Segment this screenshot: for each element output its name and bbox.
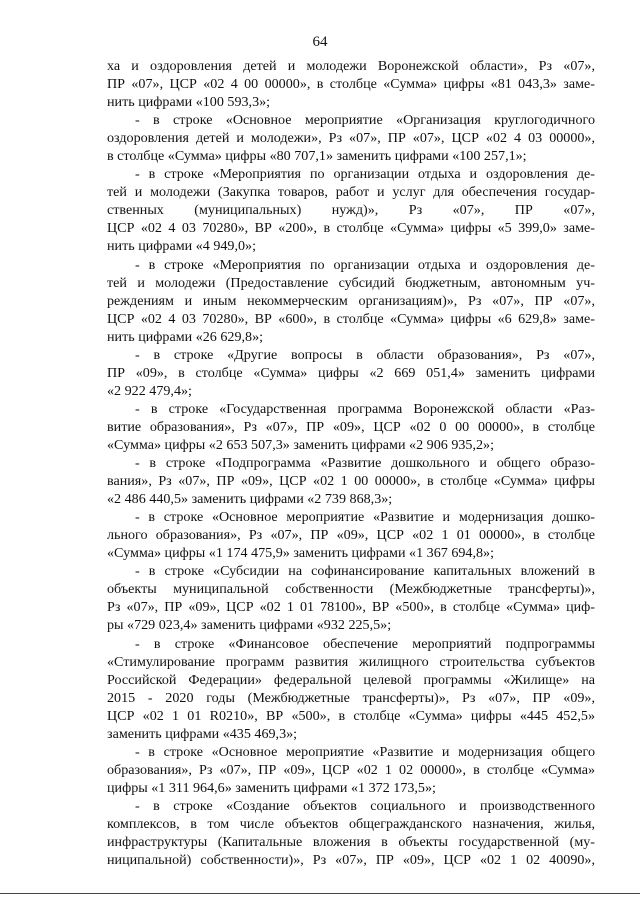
text-line: «2 486 440,5» заменить цифрами «2 739 868,3»; [107,491,393,508]
text-line: - в строке «Другие вопросы в области образования», Рз «07», [135,346,595,363]
amendment-paragraph [107,57,595,111]
amendment-paragraph [107,508,595,562]
text-line: - в строке «Основное мероприятие «Развитие и модернизация общего [135,743,595,760]
text-line: «Сумма» цифры «2 653 507,3» заменить цифрами «2 906 935,2»; [107,436,494,453]
text-line: - в строке «Мероприятия по организации отдыха и оздоровления де- [135,166,595,183]
text-line: льного образования», Рз «07», ПР «09», ЦСР «02 1 01 00000», в столбце [107,527,595,544]
text-line: - в строке «Государственная программа Воронежской области «Раз- [135,400,595,417]
text-line: ственных (муниципальных) нужд)», Рз «07», ПР «07», [107,202,595,219]
text-line: - в строке «Мероприятия по организации отдыха и оздоровления де- [135,256,595,273]
footer-divider [0,893,640,894]
text-line: Российской Федерации» федеральной целевой программы «Жилище» на [107,671,595,688]
amendment-paragraph [107,454,595,508]
text-line: вания», Рз «07», ПР «09», ЦСР «02 1 00 00000», в столбце «Сумма» цифры [107,473,595,490]
text-line: нить цифрами «100 593,3»; [107,94,271,111]
amendment-paragraph [107,256,595,346]
text-line: заменить цифрами «435 469,3»; [107,725,298,742]
text-line: ПР «09», в столбце «Сумма» цифры «2 669 051,4» заменить цифрами [107,364,595,381]
text-line: ры «729 023,4» заменить цифрами «932 225,5»; [107,617,392,634]
text-line: «Стимулирование программ развития жилищного строительства субъектов [107,653,595,670]
text-line: ниципальной) собственности)», Рз «07», ПР «09», ЦСР «02 1 02 40090», [107,852,595,869]
text-line: ха и оздоровления детей и молодежи Воронежской области», Рз «07», [107,58,595,74]
amendment-paragraph [107,165,595,255]
text-line: комплексов, в том числе объектов общегражданского назначения, жилья, [107,815,595,832]
text-line: инфраструктуры (Капитальные вложения в объекты государственной (му- [107,834,595,851]
text-line: образования», Рз «07», ПР «09», ЦСР «02 1 02 00000», в столбце «Сумма» [107,761,595,778]
text-line: «Сумма» цифры «1 174 475,9» заменить цифрами «1 367 694,8»; [107,545,494,562]
text-line: - в строке «Основное мероприятие «Организация круглогодичного [135,112,595,129]
text-line: - в строке «Субсидии на софинансирование капитальных вложений в [135,563,595,580]
text-line: тей и молодежи (Закупка товаров, работ и услуг для обеспечения государ- [107,184,595,201]
text-line: витие образования», Рз «07», ПР «09», ЦСР «02 0 00 00000», в столбце [107,418,595,435]
text-line: нить цифрами «4 949,0»; [107,238,256,255]
text-line: ПР «07», ЦСР «02 4 00 00000», в столбце «Сумма» цифры «81 043,3» заме- [107,76,595,93]
text-line: цифры «1 311 964,6» заменить цифрами «1 372 173,5»; [107,779,436,796]
text-line: - в строке «Подпрограмма «Развитие дошкольного и общего образо- [135,455,595,472]
amendment-paragraph [107,743,595,797]
text-line: ЦСР «02 4 03 70280», ВР «200», в столбце «Сумма» цифры «5 399,0» заме- [107,220,595,237]
text-line: оздоровления детей и молодежи», Рз «07», ПР «07», ЦСР «02 4 03 00000», [107,130,595,147]
document-body [107,57,595,869]
text-line: ЦСР «02 1 01 R0210», ВР «500», в столбце «Сумма» цифры «445 452,5» [107,707,595,724]
text-line: нить цифрами «26 629,8»; [107,328,264,345]
amendment-paragraph [107,346,595,400]
amendment-paragraph [107,635,595,743]
text-line: - в строке «Финансовое обеспечение мероприятий подпрограммы [135,635,595,652]
text-line: - в строке «Основное мероприятие «Развитие и модернизация дошко- [135,509,595,526]
amendment-paragraph [107,797,595,869]
text-line: Рз «07», ПР «09», ЦСР «02 1 01 78100», ВР «500», в столбце «Сумма» циф- [107,599,595,616]
amendment-paragraph [107,400,595,454]
amendment-paragraph [107,111,595,165]
text-line: в столбце «Сумма» цифры «80 707,1» заменить цифрами «100 257,1»; [107,148,527,165]
text-line: 2015 - 2020 годы (Межбюджетные трансферты)», Рз «07», ПР «09», [107,689,595,706]
page-number: 64 [312,34,328,50]
text-line: «2 922 479,4»; [107,382,192,399]
text-line: объекты муниципальной собственности (Межбюджетные трансферты)», [107,581,595,598]
text-line: ЦСР «02 4 03 70280», ВР «600», в столбце «Сумма» цифры «6 629,8» заме- [107,310,595,327]
amendment-paragraph [107,562,595,634]
text-line: тей и молодежи (Предоставление субсидий бюджетным, автономным уч- [107,274,595,291]
text-line: - в строке «Создание объектов социального и производственного [135,797,595,814]
text-line: реждениям и иным некоммерческим организациям)», Рз «07», ПР «07», [107,292,595,309]
